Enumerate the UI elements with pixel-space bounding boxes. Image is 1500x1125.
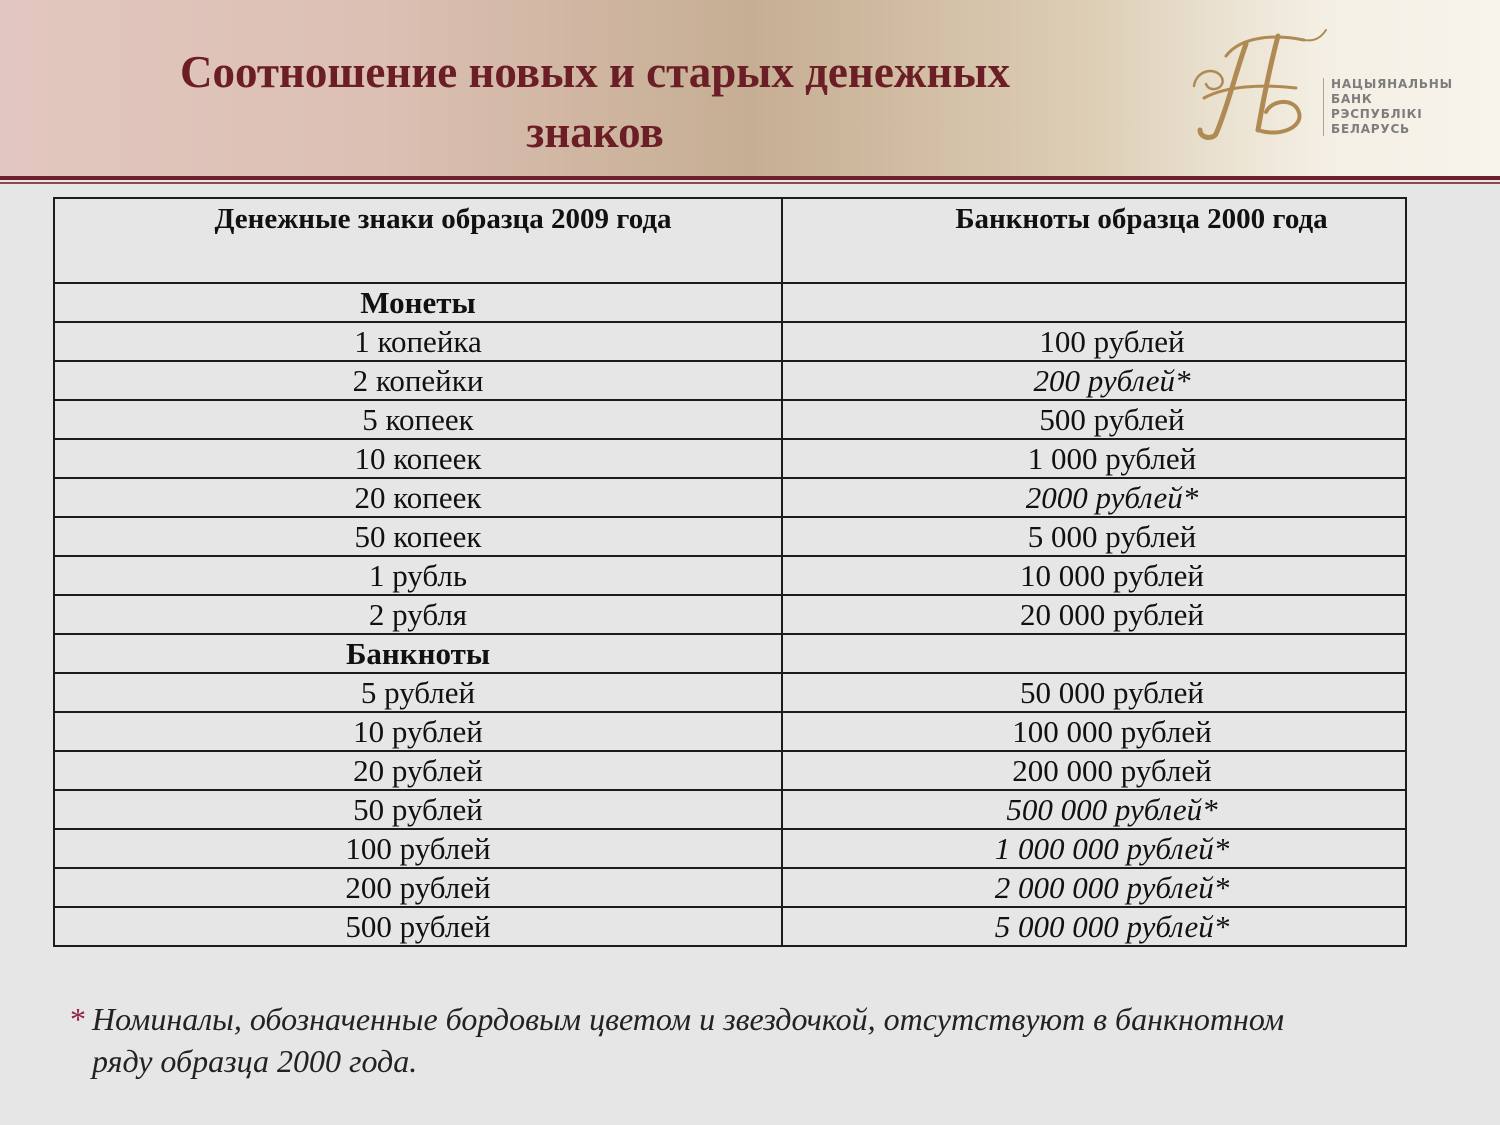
section-row (54, 283, 1406, 322)
nb-monogram-icon (1186, 26, 1336, 146)
new-denomination-cell: 2 рубля (54, 595, 782, 634)
old-denomination-cell: 50 000 рублей (782, 673, 1406, 712)
header-divider (0, 176, 1500, 180)
table-row (54, 907, 1406, 946)
new-denomination-cell: 200 рублей (54, 868, 782, 907)
page-title-line-2: знаков (526, 107, 664, 157)
old-denomination-cell: 20 000 рублей (782, 595, 1406, 634)
table-row (54, 439, 1406, 478)
page-title (120, 42, 1070, 162)
table-row (54, 322, 1406, 361)
new-denomination-cell: 20 рублей (54, 751, 782, 790)
page-title-line-1: Соотношение новых и старых денежных (179, 47, 1011, 97)
section-label: Банкноты (54, 634, 782, 673)
bank-name (1331, 77, 1491, 137)
bank-name-line: БАНК (1331, 92, 1373, 106)
new-denomination-cell: 100 рублей (54, 829, 782, 868)
new-denomination-cell: 10 рублей (54, 712, 782, 751)
new-denomination-cell: 1 копейка (54, 322, 782, 361)
old-denomination-cell: 2000 рублей* (782, 478, 1406, 517)
table-row (54, 829, 1406, 868)
table-row (54, 517, 1406, 556)
table-row (54, 868, 1406, 907)
bank-name-line: НАЦЫЯНАЛЬНЫ (1331, 77, 1453, 91)
table-row (54, 751, 1406, 790)
footnote (70, 998, 1460, 1082)
table-row (54, 673, 1406, 712)
table-row (54, 400, 1406, 439)
new-denomination-cell: 5 рублей (54, 673, 782, 712)
old-denomination-cell: 1 000 рублей (782, 439, 1406, 478)
table-row (54, 712, 1406, 751)
table-row (54, 361, 1406, 400)
new-denomination-cell: 1 рубль (54, 556, 782, 595)
new-denomination-cell: 500 рублей (54, 907, 782, 946)
section-label: Монеты (54, 283, 782, 322)
table-row (54, 790, 1406, 829)
old-denomination-cell: 100 000 рублей (782, 712, 1406, 751)
footnote-text-1: Номиналы, обозначенные бордовым цветом и звездочкой, отсутствуют в банкнотном (92, 1001, 1285, 1037)
old-denomination-cell: 200 000 рублей (782, 751, 1406, 790)
old-denomination-cell: 5 000 000 рублей* (782, 907, 1406, 946)
section-empty-cell (782, 283, 1406, 322)
table-row (54, 595, 1406, 634)
column-header-old: Банкноты образца 2000 года (782, 198, 1406, 283)
new-denomination-cell: 50 рублей (54, 790, 782, 829)
old-denomination-cell: 10 000 рублей (782, 556, 1406, 595)
column-header-new: Денежные знаки образца 2009 года (54, 198, 782, 283)
new-denomination-cell: 50 копеек (54, 517, 782, 556)
table-header-row (54, 198, 1406, 283)
header-divider-thin (0, 182, 1500, 184)
new-denomination-cell: 5 копеек (54, 400, 782, 439)
old-denomination-cell: 500 000 рублей* (782, 790, 1406, 829)
section-empty-cell (782, 634, 1406, 673)
bank-name-line: БЕЛАРУСЬ (1331, 122, 1410, 136)
old-denomination-cell: 500 рублей (782, 400, 1406, 439)
bank-name-line: РЭСПУБЛІКІ (1331, 107, 1423, 121)
table-row (54, 556, 1406, 595)
old-denomination-cell: 2 000 000 рублей* (782, 868, 1406, 907)
table-row (54, 478, 1406, 517)
logo-divider (1323, 78, 1324, 136)
footnote-marker: * (70, 1001, 86, 1037)
old-denomination-cell: 5 000 рублей (782, 517, 1406, 556)
new-denomination-cell: 10 копеек (54, 439, 782, 478)
denomination-table (53, 197, 1407, 947)
new-denomination-cell: 20 копеек (54, 478, 782, 517)
footnote-line-1 (70, 998, 1460, 1040)
old-denomination-cell: 200 рублей* (782, 361, 1406, 400)
section-row (54, 634, 1406, 673)
footnote-line-2: ряду образца 2000 года. (92, 1043, 418, 1079)
old-denomination-cell: 1 000 000 рублей* (782, 829, 1406, 868)
table-body (54, 198, 1406, 946)
old-denomination-cell: 100 рублей (782, 322, 1406, 361)
new-denomination-cell: 2 копейки (54, 361, 782, 400)
